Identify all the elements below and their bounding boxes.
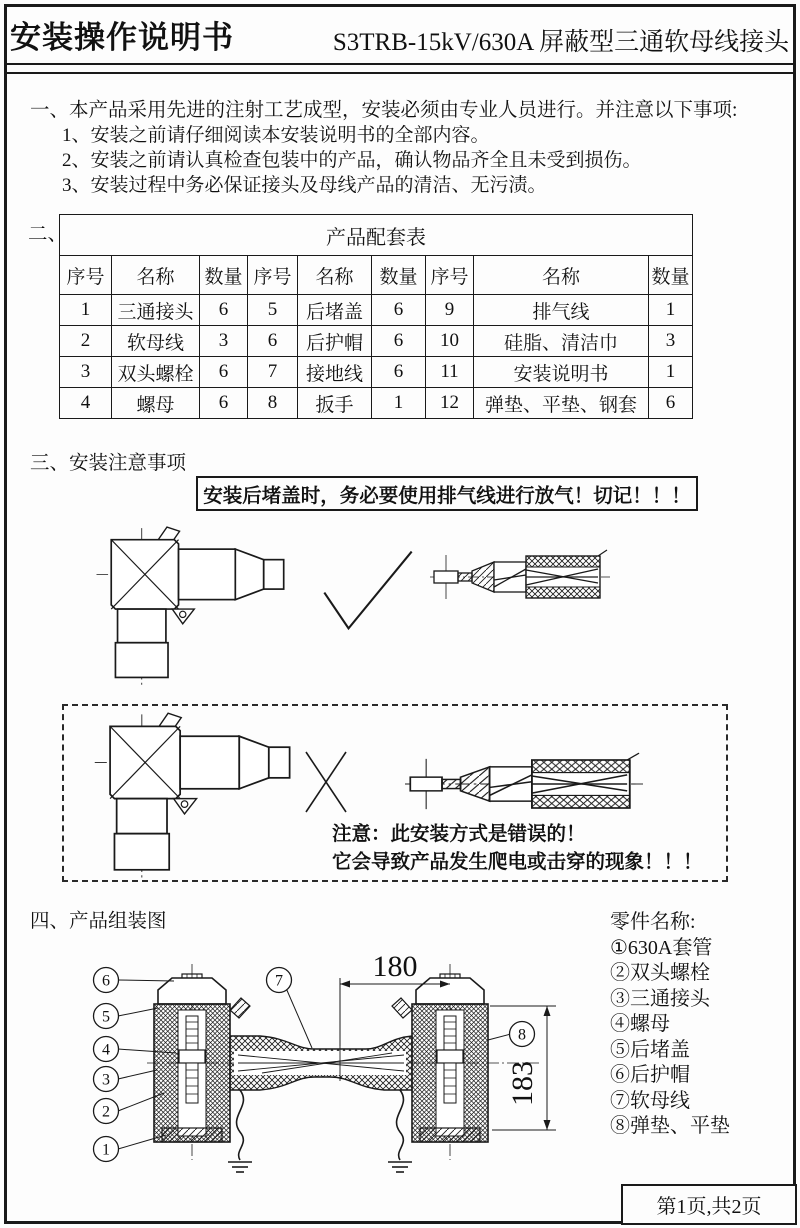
section1-item: 1、安装之前请仔细阅读本安装说明书的全部内容。: [62, 125, 490, 146]
col-header: 序号: [426, 256, 474, 295]
callout-label-6: 6: [102, 972, 110, 990]
cell: 1: [649, 357, 693, 388]
part-item: ⑧弹垫、平垫: [610, 1115, 730, 1137]
cell: 12: [426, 388, 474, 419]
cell: 5: [248, 295, 298, 326]
warning-box: [196, 476, 698, 511]
cell: 双头螺栓: [112, 357, 200, 388]
parts-name-list: [610, 910, 730, 1140]
callout-label-5: 5: [102, 1008, 110, 1026]
cable-end-drawing-correct: [430, 548, 610, 606]
warning-text: 安装后堵盖时，务必要使用排气线进行放气！切记！！！: [203, 485, 691, 507]
parts-table: [59, 214, 693, 419]
page-number-label: 第1页,共2页: [656, 1196, 762, 1218]
section1-item: 3、安装过程中务必保证接头及母线产品的清洁、无污渍。: [62, 175, 547, 196]
cell: 6: [200, 388, 248, 419]
table-row: [60, 326, 693, 357]
cell: 4: [60, 388, 112, 419]
callout-label-2: 2: [102, 1103, 110, 1121]
ground-wire-left: [228, 1090, 252, 1172]
x-mark-icon: [303, 750, 349, 814]
callout-label-4: 4: [102, 1041, 110, 1059]
checkmark-icon: [318, 545, 418, 637]
cell: 6: [372, 295, 426, 326]
cell: 1: [372, 388, 426, 419]
col-header: 名称: [474, 256, 649, 295]
table-title: 产品配套表: [60, 215, 693, 256]
header-rule-bottom: [4, 72, 796, 74]
col-header: 序号: [60, 256, 112, 295]
table-row: [60, 388, 693, 419]
cell: 1: [60, 295, 112, 326]
product-title: S3TRB-15kV/630A 屏蔽型三通软母线接头: [332, 29, 790, 56]
col-header: 名称: [112, 256, 200, 295]
cell: 螺母: [112, 388, 200, 419]
part-item: ④螺母: [610, 1013, 670, 1035]
cell: 3: [649, 326, 693, 357]
cell: 三通接头: [112, 295, 200, 326]
cell: 10: [426, 326, 474, 357]
part-item: ⑥后护帽: [610, 1064, 690, 1086]
wrong-note-line1: 注意：此安装方式是错误的！: [332, 824, 586, 845]
tee-connector-drawing-wrong: [86, 712, 294, 882]
table-row: [60, 357, 693, 388]
callout-label-3: 3: [102, 1071, 110, 1089]
tee-connector-drawing-correct: [88, 526, 288, 689]
cell: 排气线: [474, 295, 649, 326]
cell: 7: [248, 357, 298, 388]
cell: 后堵盖: [298, 295, 372, 326]
parts-list-title: 零件名称:: [610, 911, 696, 933]
ground-wire-right: [388, 1090, 412, 1172]
callout-label-8: 8: [518, 1026, 526, 1044]
col-header: 名称: [298, 256, 372, 295]
part-item: ①630A套管: [610, 936, 713, 959]
part-item: ③三通接头: [610, 987, 710, 1010]
cell: 6: [248, 326, 298, 357]
section1-heading: 一、本产品采用先进的注射工艺成型，安装必须由专业人员进行。并注意以下事项:: [30, 100, 738, 121]
col-header: 数量: [649, 256, 693, 295]
section2-label: 二、: [28, 224, 68, 245]
section3-heading: 三、安装注意事项: [30, 453, 187, 474]
col-header: 数量: [372, 256, 426, 295]
cell: 3: [200, 326, 248, 357]
doc-title: 安装操作说明书: [10, 20, 234, 55]
part-item: ⑦软母线: [610, 1089, 690, 1112]
part-item: ⑤后堵盖: [610, 1038, 690, 1061]
dim-width-label: 180: [372, 950, 418, 983]
cell: 8: [248, 388, 298, 419]
cell: 3: [60, 357, 112, 388]
cell: 接地线: [298, 357, 372, 388]
callout-label-1: 1: [102, 1141, 110, 1159]
dim-height-label: 183: [506, 1061, 539, 1106]
cell: 扳手: [298, 388, 372, 419]
cell: 2: [60, 326, 112, 357]
cell: 安装说明书: [474, 357, 649, 388]
cell: 硅脂、清洁巾: [474, 326, 649, 357]
part-item: ②双头螺栓: [610, 962, 710, 984]
table-row: [60, 295, 693, 326]
col-header: 数量: [200, 256, 248, 295]
cell: 软母线: [112, 326, 200, 357]
cell: 6: [372, 357, 426, 388]
cell: 6: [200, 295, 248, 326]
cell: 1: [649, 295, 693, 326]
callout-label-7: 7: [275, 972, 283, 990]
cell: 9: [426, 295, 474, 326]
wrong-note-line2: 它会导致产品发生爬电或击穿的现象！！！: [332, 852, 703, 873]
section1-item: 2、安装之前请认真检查包装中的产品，确认物品齐全且未受到损伤。: [62, 150, 642, 171]
cell: 6: [372, 326, 426, 357]
assembly-drawing: [62, 948, 610, 1186]
cell: 6: [200, 357, 248, 388]
cable-end-drawing-wrong: [405, 752, 643, 816]
cell: 6: [649, 388, 693, 419]
section4-heading: 四、产品组装图: [30, 911, 167, 932]
cell: 11: [426, 357, 474, 388]
page-number-box: [621, 1184, 797, 1225]
cell: 弹垫、平垫、钢套: [474, 388, 649, 419]
col-header: 序号: [248, 256, 298, 295]
cell: 后护帽: [298, 326, 372, 357]
header-rule-top: [4, 63, 796, 65]
